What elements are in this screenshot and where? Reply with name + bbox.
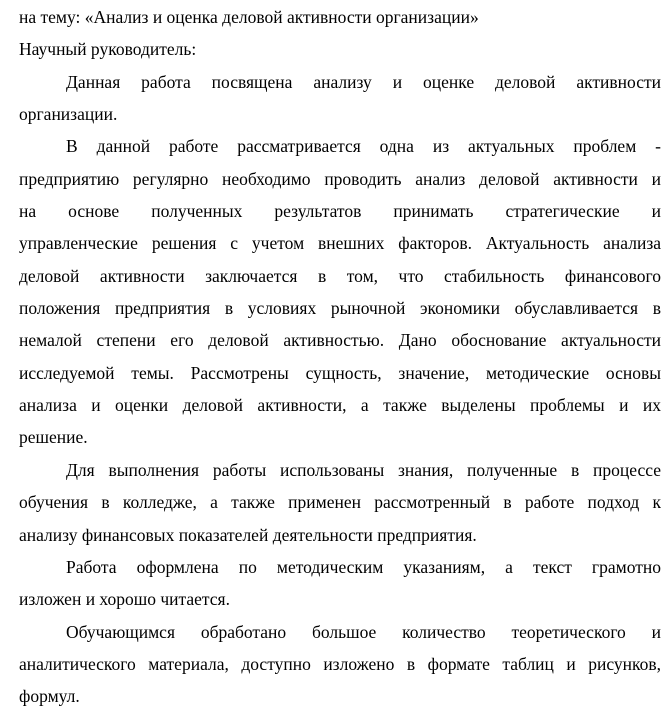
- text-line: положения предприятия в условиях рыночной экономики обуславливается в: [19, 298, 661, 319]
- text-line: Обучающимся обработано большое количество теоретического и: [66, 621, 661, 642]
- text-line: Для выполнения работы использованы знания, полученные в процессе: [66, 459, 661, 480]
- text-line: Работа оформлена по методическим указаниям, а текст грамотно: [66, 556, 661, 577]
- text-line: анализа и оценки деловой активности, а также выделены проблемы и их: [19, 395, 661, 416]
- text-line: решение.: [19, 427, 88, 448]
- text-line: обучения в колледже, а также применен рассмотренный в работе подход к: [19, 492, 661, 513]
- text-line: формул.: [19, 686, 80, 707]
- text-line: на тему: «Анализ и оценка деловой активности организации»: [19, 7, 479, 27]
- text-line: аналитического материала, доступно изложено в формате таблиц и рисунков,: [19, 653, 661, 674]
- text-line: Данная работа посвящена анализу и оценке деловой активности: [66, 71, 661, 92]
- text-line: управленческие решения с учетом внешних факторов. Актуальность анализа: [19, 233, 661, 254]
- text-line: предприятию регулярно необходимо проводить анализ деловой активности и: [19, 168, 661, 189]
- paragraph: [19, 616, 661, 713]
- text-line: на основе полученных результатов принимать стратегические и: [19, 201, 661, 222]
- text-line: анализу финансовых показателей деятельности предприятия.: [19, 524, 477, 545]
- paragraph: [19, 454, 661, 551]
- text-line: изложен и хорошо читается.: [19, 589, 230, 610]
- text-line: Научный руководитель:: [19, 39, 197, 60]
- paragraph: [19, 130, 661, 453]
- text-line: немалой степени его деловой активностью. Дано обоснование актуальности: [19, 330, 661, 351]
- text-line: В данной работе рассматривается одна из актуальных проблем -: [66, 136, 661, 157]
- document-text-container: [19, 1, 661, 713]
- paragraph: [19, 1, 661, 33]
- text-line: деловой активности заключается в том, что стабильность финансового: [19, 265, 661, 286]
- paragraph: [19, 551, 661, 616]
- paragraph: [19, 33, 661, 65]
- text-line: организации.: [19, 104, 118, 125]
- text-line: исследуемой темы. Рассмотрены сущность, значение, методические основы: [19, 362, 661, 383]
- paragraph: [19, 66, 661, 131]
